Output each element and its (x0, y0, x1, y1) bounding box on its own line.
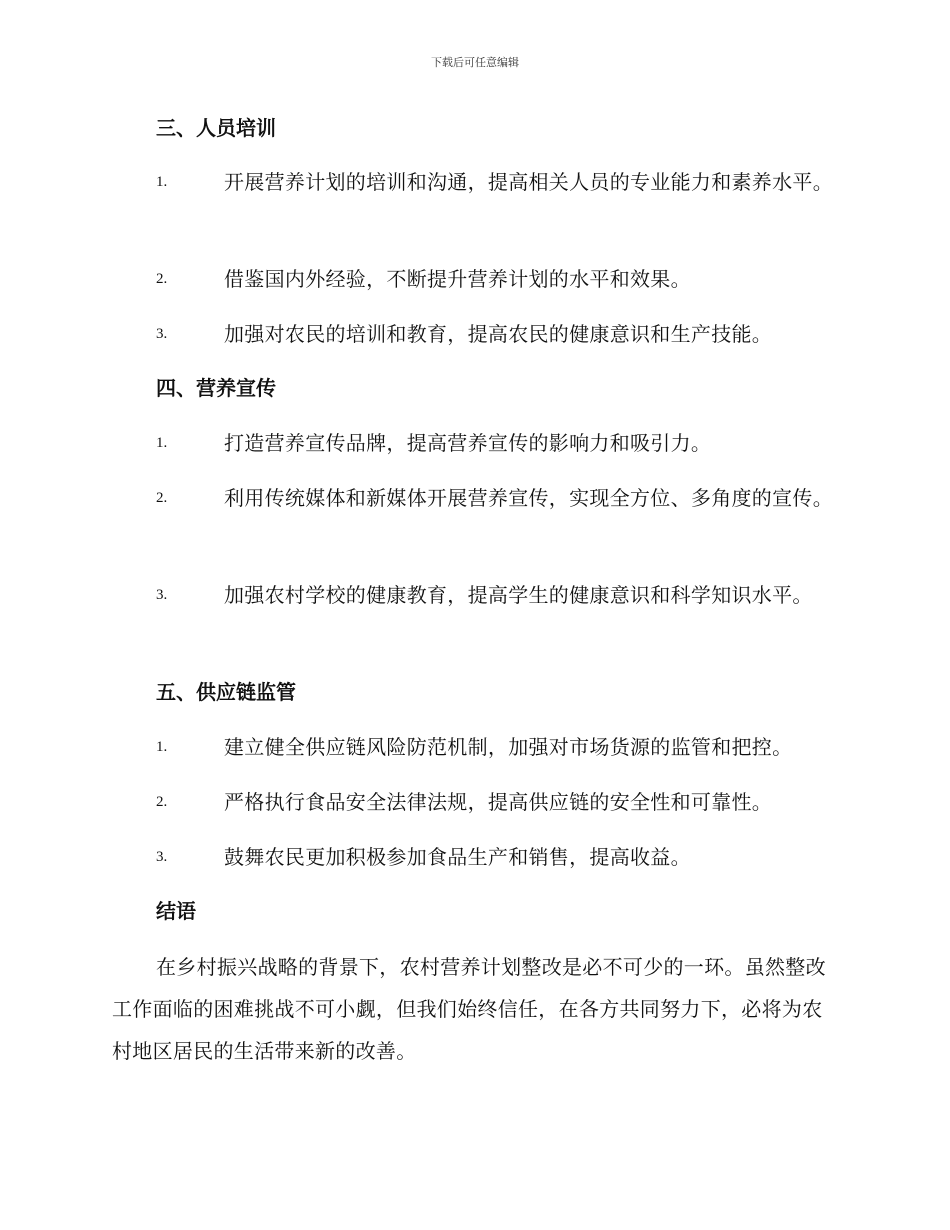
list-item (112, 781, 834, 823)
list-item (112, 836, 834, 878)
page-header-note: 下载后可任意编辑 (431, 56, 519, 69)
list-item-number: 1. (156, 739, 168, 755)
list-item (112, 161, 834, 203)
conclusion-heading: 结语 (156, 899, 196, 923)
list-item (112, 422, 834, 464)
list-item (112, 726, 834, 768)
list-item-text: 加强对农民的培训和教育，提高农民的健康意识和生产技能。 (224, 322, 773, 346)
conclusion-paragraph: 在乡村振兴战略的背景下，农村营养计划整改是必不可少的一环。虽然整改工作面临的困难挑战不可小觑，但我们始终信任，在各方共同努力下，必将为农村地区居民的生活带来新的改善。 (112, 955, 826, 1063)
list-item (112, 258, 834, 300)
list-item-text: 鼓舞农民更加积极参加食品生产和销售，提高收益。 (224, 845, 691, 869)
section-heading-publicity: 四、营养宣传 (156, 376, 276, 400)
list-item-text: 借鉴国内外经验，不断提升营养计划的水平和效果。 (224, 267, 691, 291)
list-item-text: 打造营养宣传品牌，提高营养宣传的影响力和吸引力。 (224, 431, 712, 455)
list-item-text: 严格执行食品安全法律法规，提高供应链的安全性和可靠性。 (224, 790, 773, 814)
list-item-number: 2. (156, 794, 168, 810)
list-item-number: 3. (156, 849, 168, 865)
list-item-text: 开展营养计划的培训和沟通，提高相关人员的专业能力和素养水平。 (224, 170, 833, 194)
section-heading-training: 三、人员培训 (156, 116, 276, 140)
list-item (112, 477, 834, 519)
section-heading-supply-chain: 五、供应链监管 (156, 680, 296, 704)
list-item-number: 2. (156, 271, 168, 287)
list-item-text: 建立健全供应链风险防范机制，加强对市场货源的监管和把控。 (224, 735, 793, 759)
list-item (112, 313, 834, 355)
list-item-number: 1. (156, 435, 168, 451)
list-item-number: 2. (156, 490, 168, 506)
list-item-number: 3. (156, 326, 168, 342)
list-item-text: 利用传统媒体和新媒体开展营养宣传，实现全方位、多角度的宣传。 (224, 486, 833, 510)
list-item-number: 3. (156, 587, 168, 603)
list-item (112, 574, 834, 616)
list-item-number: 1. (156, 174, 168, 190)
list-item-text: 加强农村学校的健康教育，提高学生的健康意识和科学知识水平。 (224, 583, 813, 607)
